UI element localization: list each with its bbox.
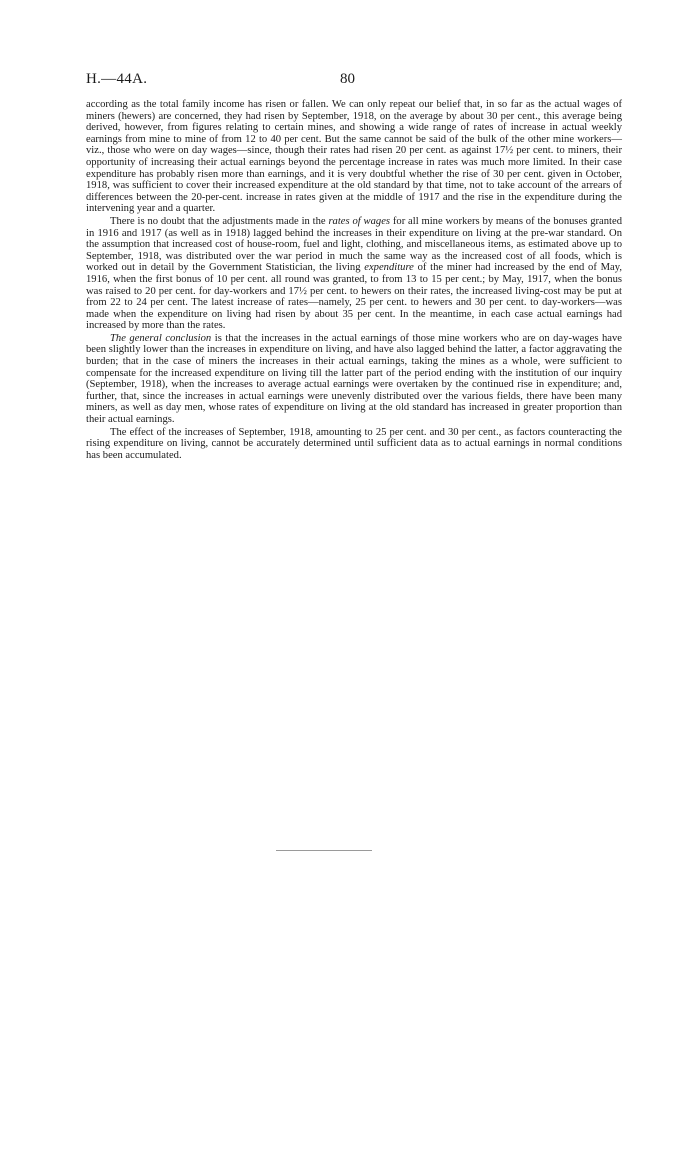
paragraph-1 xyxy=(86,99,622,215)
paragraph-2-text-a: There is no doubt that the adjustments made in the xyxy=(110,215,329,227)
paragraph-1-text: according as the total family income has risen or fallen. We can only repeat our belief that, in so far as the actual wages of miners (hewers) are concerned, they had risen by September, 1918, on the average by about 30 per cent., this average being derived, however, from figures relating to certain mines, and showing a wide range of rates of increase in actual weekly earnings from mine to mine of from 12 to 40 per cent. But the same cannot be said of the bulk of the other mine workers—viz., those who were on day wages—since, though their rates had risen 20 per cent. as against 17½ per cent. to miners, their opportunity of increasing their actual earnings beyond the percentage increase in rates was much more limited. In their case expenditure has probably risen more than earnings, and it is very doubtful whether the rise of 30 per cent. given in October, 1918, was sufficient to cover their increased expenditure at the old standard by that time, not to take account of the arrears of differences between the 20-per-cent. increase in rates given at the middle of 1917 and the rise in the expenditure during the intervening year and a quarter. xyxy=(86,99,622,215)
section-divider xyxy=(276,850,372,851)
paragraph-2-text-c: of the miner had increased by the end of May, 1916, when the first bonus of 10 per cent. all round was granted, to from 13 to 15 per cent.; by May, 1917, when the bonus was raised to 20 per cent. for day-workers and 17½ per cent. to hewers on their rates, the increased living-cost may be put at from 22 to 24 per cent. The latest increase of rates—namely, 25 per cent. to hewers and 30 per cent. to day-workers—was made when the expenditure on living had risen by about 35 per cent. In the meantime, in each case actual earnings had increased by more than the rates. xyxy=(86,262,622,332)
paragraph-2 xyxy=(86,216,622,332)
emphasis-general-conclusion: The general conclusion xyxy=(110,332,212,344)
paragraph-3-text: is that the increases in the actual earnings of those mine workers who are on day-wages have been slightly lower than the increases in expenditure on living, and have also lagged behind the latter, a factor aggravating the burden; that in the case of miners the increases in their actual earnings, taking the mines as a whole, were sufficient to compensate for the increased expenditure on living till the latter part of the period ending with the institution of our inquiry (September, 1918), when the increases to average actual earnings were overtaken by the continued rise in expenditure; and, further, that, since the increases in actual earnings were unevenly distributed over the various fields, there have been many miners, as well as day men, whose rates of expenditure on living at the old standard has increased in greater proportion than their actual earnings. xyxy=(86,332,622,426)
body-text xyxy=(86,99,622,461)
paragraph-2-text-b: for all mine workers by means of the bonuses granted in 1916 and 1917 (as well as in 1918) lagged behind the increases in their expenditure on living at the pre-war standard. On the assumption that increased cost of house-room, fuel and light, clothing, and miscellaneous items, as estimated above up to September, 1918, was distributed over the war period in much the same way as the increased cost of all foods, which is worked out in detail by the Government Statistician, the living xyxy=(86,215,622,274)
emphasis-expenditure: expenditure xyxy=(364,262,414,274)
page-header xyxy=(86,71,622,93)
paragraph-4 xyxy=(86,427,622,462)
paragraph-4-text: The effect of the increases of September, 1918, amounting to 25 per cent. and 30 per cent., as factors counteracting the rising expenditure on living, cannot be accurately determined until sufficient data as to actual earnings in normal conditions has been accumulated. xyxy=(86,426,622,461)
page-number: 80 xyxy=(340,71,355,87)
emphasis-rates-of-wages: rates of wages xyxy=(328,215,391,227)
paragraph-3 xyxy=(86,333,622,426)
document-reference: H.—44A. xyxy=(86,71,148,87)
